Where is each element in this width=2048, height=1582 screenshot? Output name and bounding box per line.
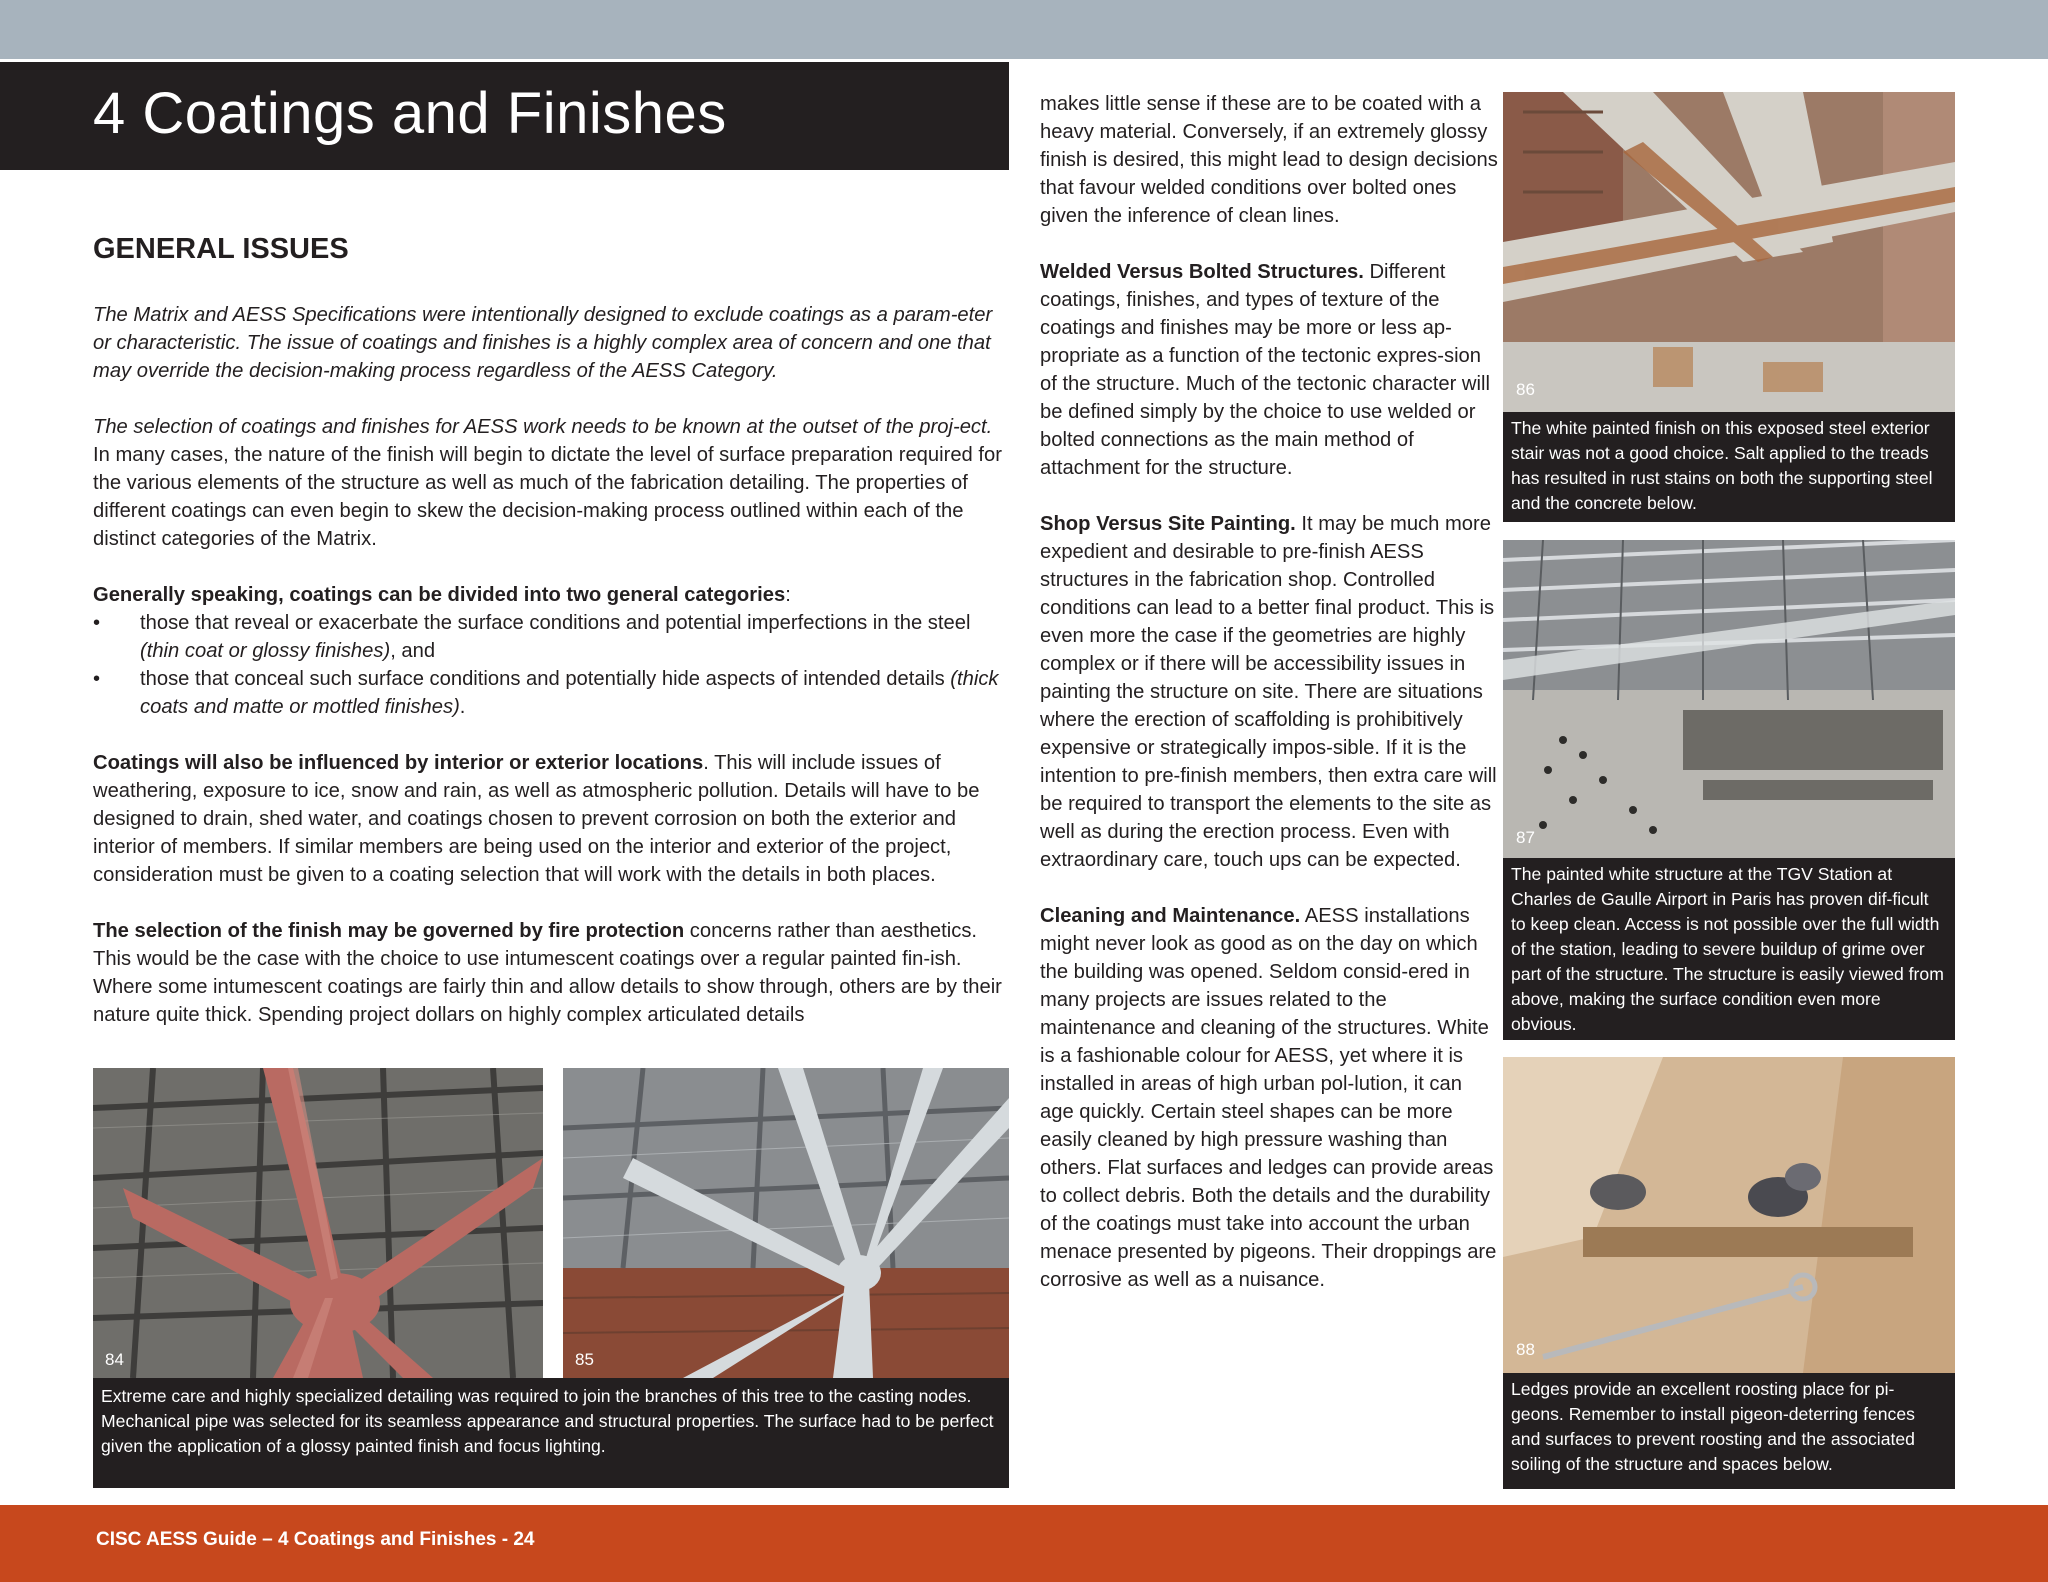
figure-number-88: 88 <box>1516 1340 1535 1359</box>
caption-84-85: Extreme care and highly specialized detailing was required to join the branches of this tree to the casting nodes. Mechanical pipe was selected for its seamless appearance and structural properties. The surface had to be perfect given the application of a glossy painted finish and focus lighting. <box>93 1378 1009 1488</box>
paragraph-selection <box>93 413 1009 553</box>
list-item-italic: (thick coats and matte or mottled finishes) <box>140 668 999 718</box>
photo-88-pigeons-ledge <box>1503 1057 1955 1373</box>
paragraph-cleaning-body: AESS installations might never look as good as on the day on which the building was opened. Seldom consid-ered in many projects are issues related to the maintenance and cleaning of the structures. White is a fashionable colour for AESS, yet where it is installed in areas of high urban pol-lution, it can age quickly. Certain steel shapes can be more easily cleaned by high pressure washing than others. Flat surfaces and ledges can provide areas to collect debris. Both the details and the durability of the coatings must take into account the urban menace presented by pigeons. Their droppings are corrosive as well as a nuisance. <box>1040 905 1497 1291</box>
figure-number-84: 84 <box>105 1350 124 1369</box>
bullet: • <box>93 612 101 634</box>
caption-86: The white painted finish on this exposed steel exterior stair was not a good choice. Salt applied to the treads has resulted in rust stains on both the supporting steel and the concrete below. <box>1503 412 1955 522</box>
list-item-italic: (thin coat or glossy finishes) <box>140 640 391 662</box>
paragraph-categories <box>93 581 1009 609</box>
paragraph-locations-lead: Coatings will also be influenced by interior or exterior locations <box>93 752 704 774</box>
paragraph-locations-body: . This will include issues of weathering, exposure to ice, snow and rain, as well as atmospheric pollution. Details will have to be designed to drain, shed water, and coatings chosen to prevent corrosion on both the exterior and interior of members. If similar members are being used on the interior and exterior of the project, consideration must be given to a coating selection that will work with the details in both places. <box>93 752 980 886</box>
photo-85-white-tree-column <box>563 1068 1009 1378</box>
list-item-text: those that conceal such surface conditions and potentially hide aspects of intended details <box>140 668 951 690</box>
figure-number-85: 85 <box>575 1350 594 1369</box>
paragraph-fire-body: concerns rather than aesthetics. This would be the case with the choice to use intumescent coatings over a regular painted fin-ish. Where some intumescent coatings are fairly thin and allow details to show through, others are by their nature quite thick. Spending project dollars on highly complex articulated details <box>93 920 1002 1026</box>
footer-bar <box>0 1505 2048 1582</box>
paragraph-welded-bolted-lead: Welded Versus Bolted Structures. <box>1040 261 1364 283</box>
top-band <box>0 0 2048 59</box>
paragraph-welded-bolted <box>1040 258 1500 482</box>
list-item <box>93 609 1009 665</box>
paragraph-selection-body: In many cases, the nature of the finish will begin to dictate the level of surface preparation required for the various elements of the structure as well as much of the fabrication detailing. The properties of different coatings can even begin to skew the decision-making process outlined within each of the distinct categories of the Matrix. <box>93 444 1002 550</box>
chapter-title-bar <box>0 62 1009 170</box>
photo-88-image <box>1503 1057 1955 1373</box>
paragraph-welded-bolted-body: Different coatings, finishes, and types of texture of the coatings and finishes may be more or less ap-propriate as a function of the tectonic expres-sion of the structure. Much of the tectonic character will be defined simply by the choice to use welded or bolted connections as the main method of attachment for the structure. <box>1040 261 1490 479</box>
paragraph-locations <box>93 749 1009 889</box>
photo-87-tgv-station <box>1503 540 1955 858</box>
list-item-text: those that reveal or exacerbate the surface conditions and potential imperfections in the steel <box>140 612 971 634</box>
photo-84-image <box>93 1068 543 1378</box>
photo-86-rusted-stair <box>1503 92 1955 412</box>
bullet: • <box>93 668 101 690</box>
paragraph-cleaning-lead: Cleaning and Maintenance. <box>1040 905 1301 927</box>
left-column <box>93 225 1009 1057</box>
list-item <box>93 665 1009 721</box>
caption-87: The painted white structure at the TGV Station at Charles de Gaulle Airport in Paris has proven dif-ficult to keep clean. Access is not possible over the full width of the station, leading to severe buildup of grime over part of the structure. The structure is easily viewed from above, making the surface condition even more obvious. <box>1503 858 1955 1040</box>
category-list <box>93 609 1009 721</box>
photo-84-pink-tree-column <box>93 1068 543 1378</box>
caption-88: Ledges provide an excellent roosting place for pi-geons. Remember to install pigeon-deterring fences and surfaces to prevent roosting and the associated soiling of the structure and spaces below. <box>1503 1373 1955 1489</box>
list-item-tail: , and <box>390 640 436 662</box>
figure-number-86: 86 <box>1516 380 1535 399</box>
paragraph-selection-lead: The selection of coatings and finishes for AESS work needs to be known at the outset of the proj-ect. <box>93 416 993 438</box>
paragraph-cleaning <box>1040 902 1500 1294</box>
paragraph-categories-colon: : <box>785 584 791 606</box>
paragraph-intro: The Matrix and AESS Specifications were intentionally designed to exclude coatings as a param-eter or characteristic. The issue of coatings and finishes is a highly complex area of concern and one that may override the decision-making process regardless of the AESS Category. <box>93 304 993 382</box>
photo-86-image <box>1503 92 1955 412</box>
paragraph-fire <box>93 917 1009 1029</box>
paragraph-shop-site <box>1040 510 1500 874</box>
figure-number-87: 87 <box>1516 828 1535 847</box>
paragraph-categories-lead: Generally speaking, coatings can be divided into two general categories <box>93 584 786 606</box>
list-item-tail: . <box>459 696 466 718</box>
paragraph-shop-site-lead: Shop Versus Site Painting. <box>1040 513 1296 535</box>
photo-87-image <box>1503 540 1955 858</box>
photo-85-image <box>563 1068 1009 1378</box>
paragraph-shop-site-body: It may be much more expedient and desirable to pre-finish AESS structures in the fabrication shop. Controlled conditions can lead to a better final product. This is even more the case if the geometries are highly complex or if there will be accessibility issues in painting the structure on site. There are situations where the erection of scaffolding is prohibitively expensive or strategically impos-sible. If it is the intention to pre-finish members, then extra care will be required to transport the elements to the site as well as during the erection process. Even with extraordinary care, touch ups can be expected. <box>1040 513 1497 871</box>
paragraph-continued: makes little sense if these are to be coated with a heavy material. Conversely, if an extremely glossy finish is desired, this might lead to design decisions that favour welded conditions over bolted ones given the inference of clean lines. <box>1040 93 1498 227</box>
right-column <box>1040 90 1500 1322</box>
section-heading: GENERAL ISSUES <box>93 233 349 265</box>
paragraph-fire-lead: The selection of the finish may be governed by fire protection <box>93 920 685 942</box>
footer-text: CISC AESS Guide – 4 Coatings and Finishes - 24 <box>96 1529 535 1550</box>
chapter-title: 4 Coatings and Finishes <box>93 81 727 146</box>
